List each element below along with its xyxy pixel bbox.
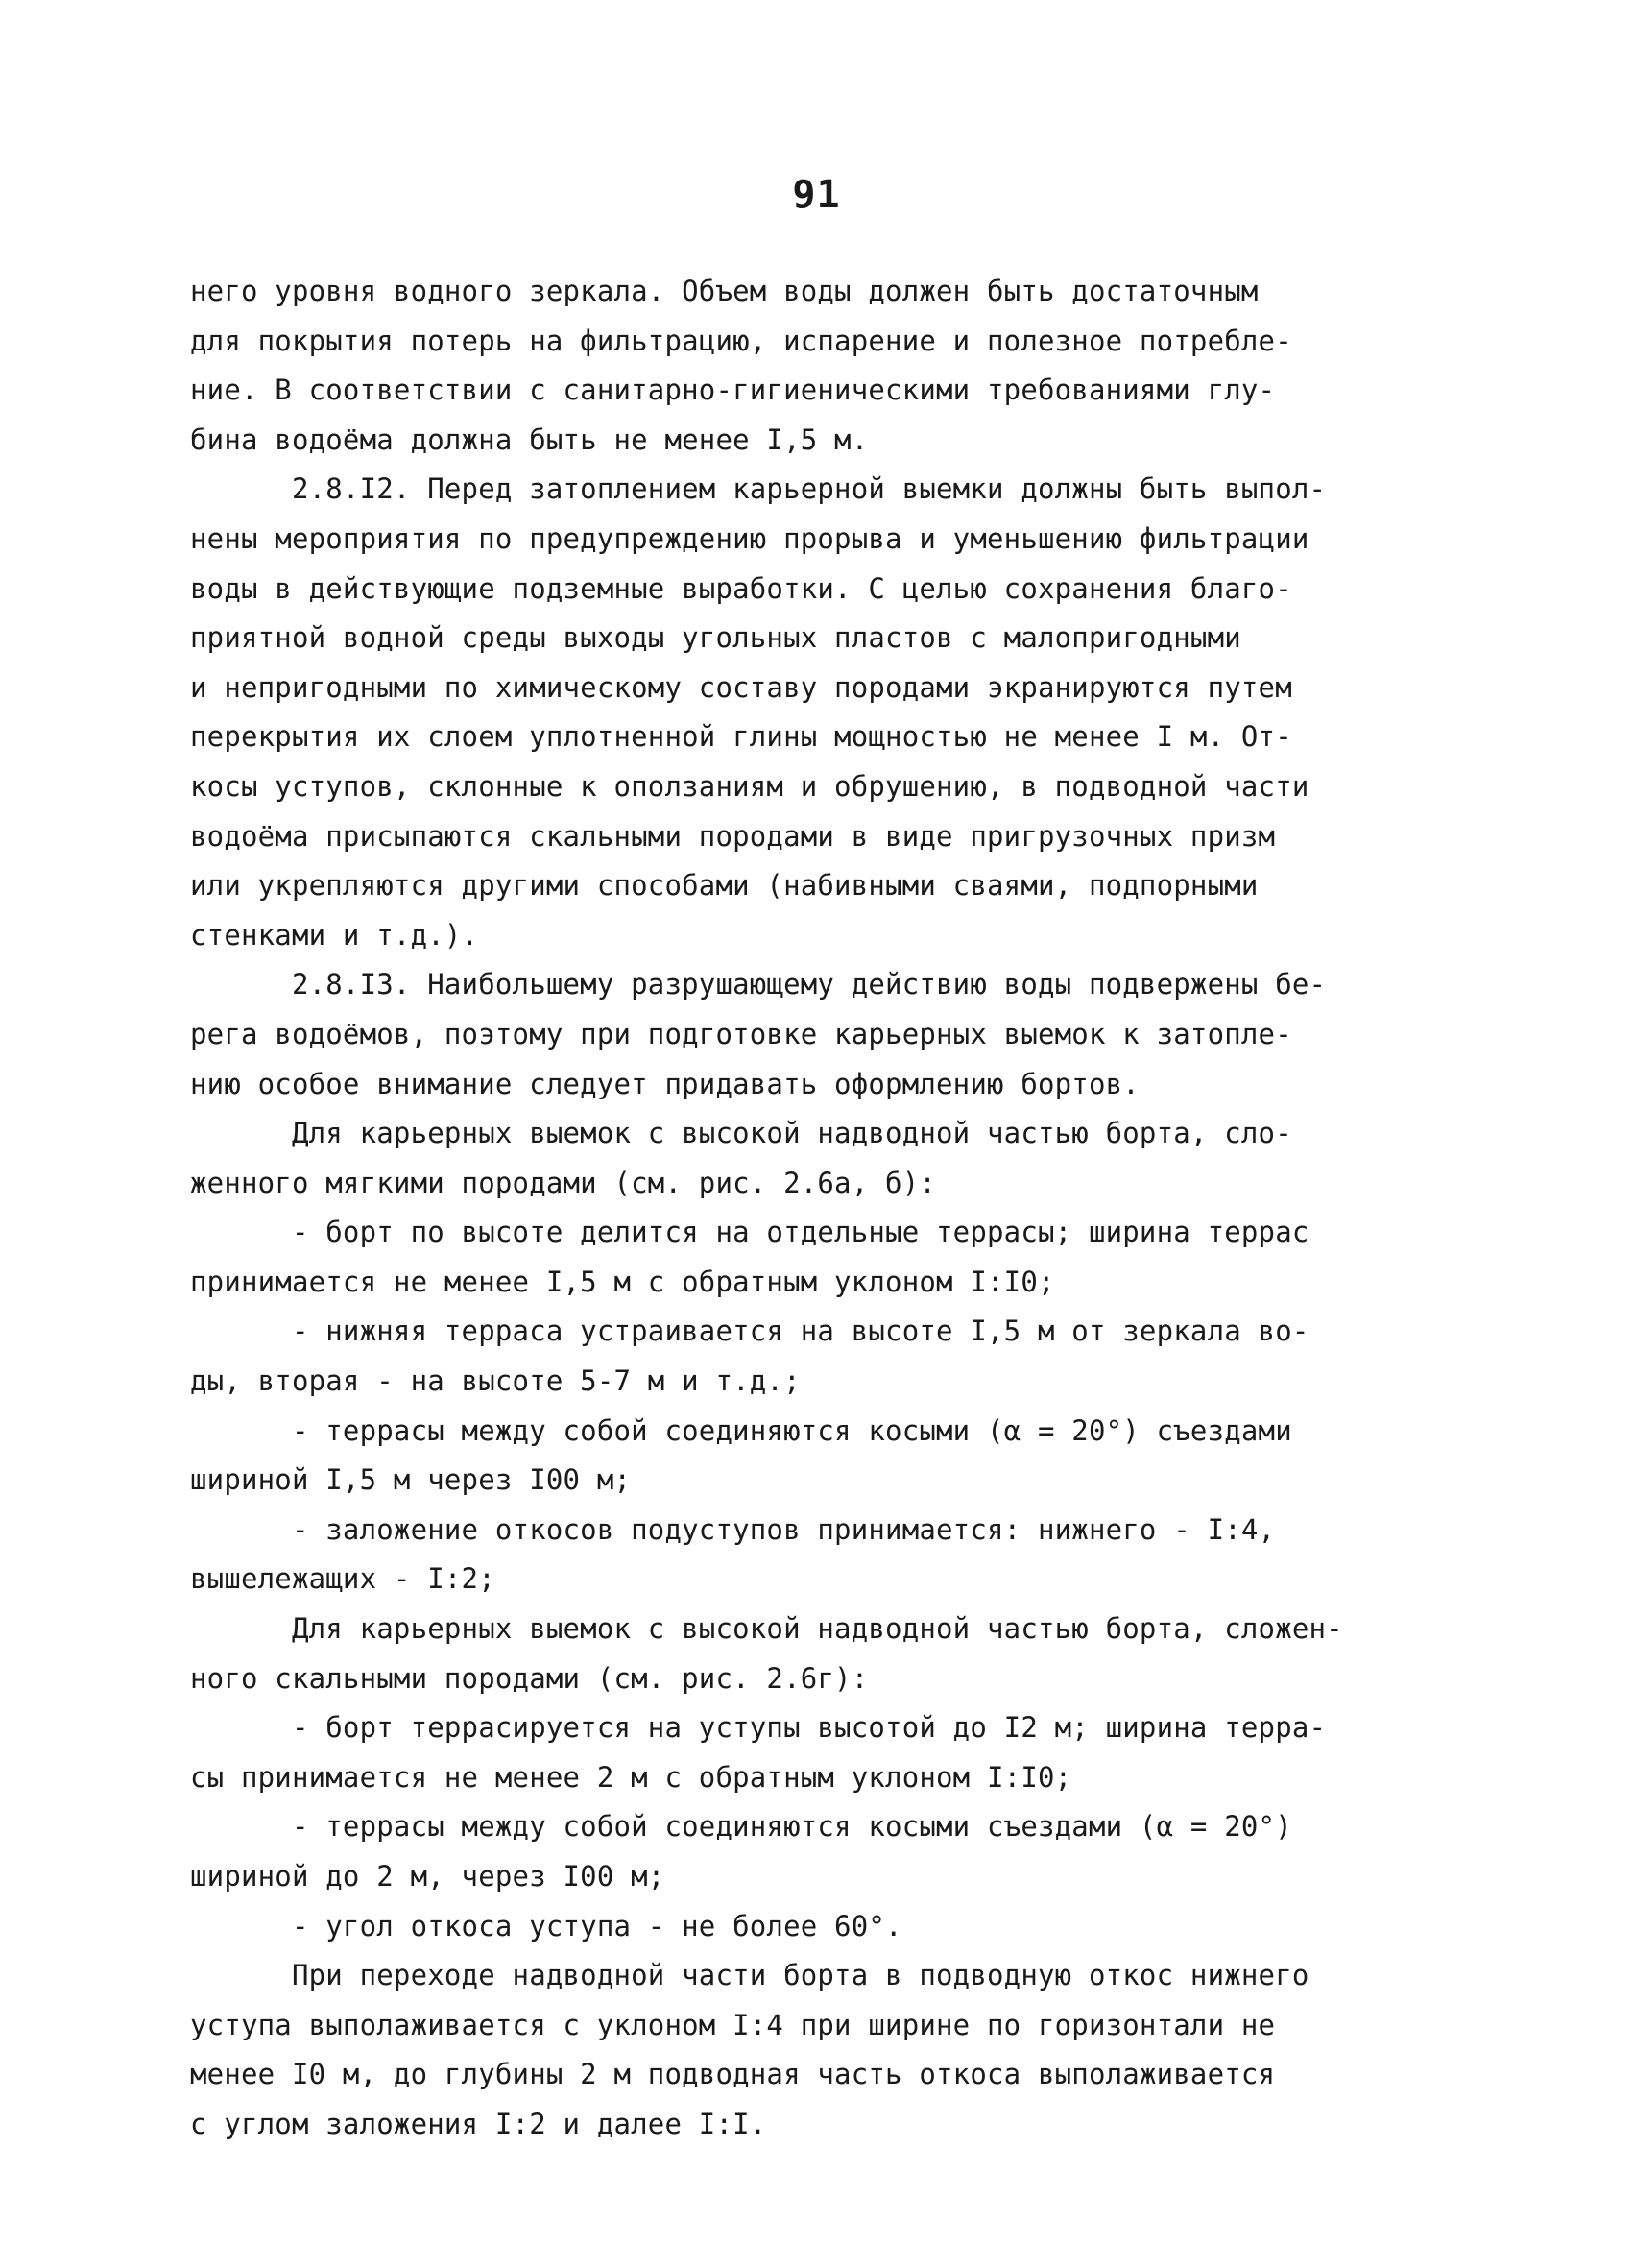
- text-line: - нижняя терраса устраивается на высоте I,5 м от зеркала во-: [190, 1315, 1309, 1348]
- text-line: нию особое внимание следует придавать оформлению бортов.: [190, 1067, 1140, 1100]
- text-line: или укрепляются другими способами (набивными сваями, подпорными: [190, 869, 1259, 903]
- text-line: менее I0 м, до глубины 2 м подводная часть откоса выполаживается: [190, 2058, 1276, 2091]
- text-line: - террасы между собой соединяются косыми (α = 20°) съездами: [190, 1413, 1292, 1447]
- text-line: ние. В соответствии с санитарно-гигиеническими требованиями глу-: [190, 374, 1276, 407]
- text-line: 2.8.I3. Наибольшему разрушающему действию воды подвержены бе-: [190, 968, 1327, 1001]
- text-line: него уровня водного зеркала. Объем воды должен быть достаточным: [190, 275, 1259, 307]
- text-line: сы принимается не менее 2 м с обратным уклоном I:I0;: [190, 1760, 1072, 1794]
- text-line: 2.8.I2. Перед затоплением карьерной выемки должны быть выпол-: [190, 472, 1327, 506]
- text-line: шириной I,5 м через I00 м;: [190, 1463, 632, 1497]
- text-line: рега водоёмов, поэтому при подготовке карьерных выемок к затопле-: [190, 1017, 1292, 1050]
- text-line: женного мягкими породами (см. рис. 2.6а, б):: [190, 1166, 937, 1199]
- text-line: шириной до 2 м, через I00 м;: [190, 1860, 665, 1893]
- text-line: для покрытия потерь на фильтрацию, испарение и полезное потребле-: [190, 324, 1292, 357]
- text-line: бина водоёма должна быть не менее I,5 м.: [190, 422, 869, 456]
- text-line: - террасы между собой соединяются косыми съездами (α = 20°): [190, 1810, 1292, 1844]
- text-line: косы уступов, склонные к оползаниям и обрушению, в подводной части: [190, 769, 1309, 803]
- text-line: уступа выполаживается с уклоном I:4 при ширине по горизонтали не: [190, 2008, 1276, 2041]
- text-line: вышележащих - I:2;: [190, 1562, 495, 1596]
- text-line: - заложение откосов подуступов принимается: нижнего - I:4,: [190, 1512, 1276, 1546]
- text-line: Для карьерных выемок с высокой надводной частью борта, сложен-: [190, 1612, 1343, 1646]
- text-line: нены мероприятия по предупреждению прорыва и уменьшению фильтрации: [190, 521, 1309, 555]
- text-line: принимается не менее I,5 м с обратным уклоном I:I0;: [190, 1265, 1055, 1298]
- text-line: и непригодными по химическому составу породами экранируются путем: [190, 670, 1292, 704]
- text-line: ного скальными породами (см. рис. 2.6г):: [190, 1661, 869, 1695]
- text-line: - борт по высоте делится на отдельные террасы; ширина террас: [190, 1216, 1309, 1249]
- text-line: ды, вторая - на высоте 5-7 м и т.д.;: [190, 1364, 801, 1398]
- text-line: приятной водной среды выходы угольных пластов с малопригодными: [190, 621, 1241, 655]
- text-line: воды в действующие подземные выработки. С целью сохранения благо-: [190, 571, 1292, 605]
- body-text: [190, 267, 1467, 2150]
- text-line: Для карьерных выемок с высокой надводной частью борта, сло-: [190, 1117, 1292, 1150]
- page-number: 91: [792, 173, 841, 217]
- text-line: - угол откоса уступа - не более 60°.: [190, 1909, 902, 1942]
- text-line: стенками и т.д.).: [190, 918, 479, 952]
- text-line: с углом заложения I:2 и далее I:I.: [190, 2107, 767, 2140]
- text-line: водоёма присыпаются скальными породами в виде пригрузочных призм: [190, 819, 1276, 853]
- text-line: - борт террасируется на уступы высотой до I2 м; ширина терра-: [190, 1711, 1327, 1745]
- text-line: При переходе надводной части борта в подводную откос нижнего: [190, 1959, 1309, 1992]
- text-line: перекрытия их слоем уплотненной глины мощностью не менее I м. От-: [190, 720, 1292, 754]
